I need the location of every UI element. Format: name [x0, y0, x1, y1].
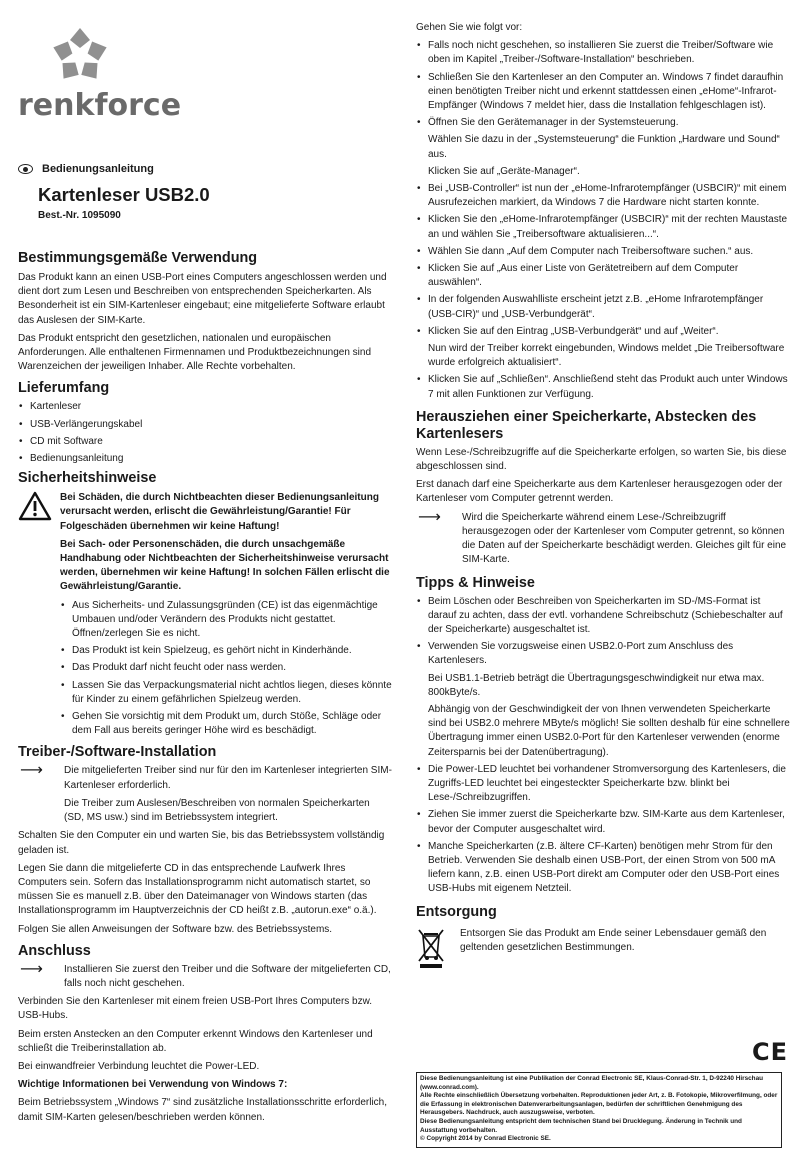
- renkforce-logo: [18, 18, 182, 123]
- list-item: [416, 640, 790, 760]
- heading-tipps: Tipps & Hinweise: [416, 574, 535, 591]
- list-item: • Das Produkt darf nicht feucht oder nass werden.: [60, 661, 392, 675]
- anschluss-arrow1: Installieren Sie zuerst den Treiber und die Software der mitgelieferten CD, falls noch nicht geschehen.: [64, 963, 391, 989]
- list-item: • In der folgenden Auswahlliste erscheint jetzt z.B. „eHome Infrarotempfänger (USB-CIR)“ und „USB-Verbundgerät“.: [416, 293, 790, 321]
- sicherheit-bold2: Bei Sach- oder Personenschäden, die durch unsachgemäße Handhabung oder Nichtbeachten der Sicherheitshinweise verursacht werden, übernehmen wir keine Haftung! In solchen Fällen erlischt die Gewährleistung/Garantie.: [60, 538, 390, 593]
- footer-line2: Alle Rechte einschließlich Übersetzung vorbehalten. Reproduktionen jeder Art, z. B. Fotokopie, Mikroverfilmung, oder die Erfassung in elektronischen Datenverarbeitungsanlagen, bedürfen der schriftlichen Genehmigung des Herausgebers. Nachdruck, auch auszugsweise, verboten.: [420, 1092, 778, 1117]
- list-item: • Klicken Sie auf „Schließen“. Anschließend steht das Produkt auch unter Windows 7 mit allen Funktionen zur Verfügung.: [416, 373, 790, 401]
- list-item: [416, 116, 790, 179]
- list-item: • Klicken Sie auf „Aus einer Liste von Gerätetreibern auf dem Computer auswählen“.: [416, 262, 790, 290]
- footer-line3: Diese Bedienungsanleitung entspricht dem technischen Stand bei Drucklegung. Änderung in Technik und Ausstattung vorbehalten.: [420, 1117, 742, 1134]
- step-sub: Klicken Sie auf „Geräte-Manager“.: [428, 165, 580, 177]
- heading-herausziehen: Herausziehen einer Speicherkarte, Abstecken des Kartenlesers: [416, 408, 757, 442]
- list-item: [416, 325, 790, 371]
- doc-type: Bedienungsanleitung: [42, 163, 154, 175]
- entsorgung-p1: Entsorgen Sie das Produkt am Ende seiner Lebensdauer gemäß den geltenden gesetzlichen Bestimmungen.: [460, 927, 767, 953]
- list-item: • Manche Speicherkarten (z.B. ältere CF-Karten) benötigen mehr Strom für den Betrieb. Verwenden Sie deshalb einen USB-Port, der einen Strom von 500 mA liefern kann, z.B. einen USB-Port direkt am Computer oder den USB-Port eines USB-Hubs mit eigenem Netzteil.: [416, 840, 790, 897]
- heading-sicherheit: Sicherheitshinweise: [18, 470, 157, 487]
- list-item: • Ziehen Sie immer zuerst die Speicherkarte bzw. SIM-Karte aus dem Kartenleser, bevor der Computer ausgeschaltet wird.: [416, 808, 790, 836]
- crossed-bin-icon: [416, 927, 446, 969]
- list-item: • USB-Verlängerungskabel: [18, 418, 392, 432]
- footer-line1: Diese Bedienungsanleitung ist eine Publikation der Conrad Electronic SE, Klaus-Conrad-Str. 1, D-92240 Hirschau (www.conrad.com).: [420, 1075, 764, 1091]
- arrow-right-icon: ⟶: [418, 506, 441, 526]
- treiber-p3: Folgen Sie allen Anweisungen der Software bzw. des Betriebssystems.: [18, 923, 333, 935]
- step-sub: Nun wird der Treiber korrekt eingebunden, Windows meldet „Die Treibersoftware wurde erfolgreich aktualisiert“.: [428, 343, 785, 369]
- sicherheit-list: [60, 599, 392, 739]
- list-item: • CD mit Software: [18, 435, 392, 449]
- step-sub: Wählen Sie dazu in der „Systemsteuerung“ die Funktion „Hardware und Sound“ aus.: [428, 134, 780, 160]
- anschluss-p1: Verbinden Sie den Kartenleser mit einem freien USB-Port Ihres Computers bzw. USB-Hubs.: [18, 996, 373, 1022]
- sicherheit-bold1: Bei Schäden, die durch Nichtbeachten dieser Bedienungsanleitung verursacht werden, erlischt die Gewährleistung/Garantie! Für Folgeschäden übernehmen wir keine Haftung!: [60, 492, 379, 532]
- tipp-text: Verwenden Sie vorzugsweise einen USB2.0-Port zum Anschluss des Kartenlesers.: [428, 641, 734, 667]
- treiber-arrow2: Die Treiber zum Auslesen/Beschreiben von normalen Speicherkarten (SD, MS usw.) sind im Betriebssystem integriert.: [64, 797, 370, 824]
- list-item: • Bedienungsanleitung: [18, 452, 392, 466]
- list-item: • Die Power-LED leuchtet bei vorhandener Stromversorgung des Kartenlesers, die Zugriffs-LED leuchtet bei eingesteckter Speicherkarte bzw. blinkt bei Lese-/Schreibzugriffen.: [416, 763, 790, 806]
- anschluss-note: [18, 958, 392, 991]
- arrow-right-icon: ⟶: [20, 760, 43, 780]
- treiber-p1: Schalten Sie den Computer ein und warten Sie, bis das Betriebssystem vollständig geladen ist.: [18, 830, 385, 856]
- anschluss-bold: Wichtige Informationen bei Verwendung von Windows 7:: [18, 1079, 288, 1091]
- herausziehen-arrow1: Wird die Speicherkarte während einem Lese-/Schreibzugriff herausgezogen oder der Kartenleser vom Computer getrennt, so können die Daten auf der Speicherkarte beschädigt werden. Gleiches gilt für eine SIM-Karte.: [462, 511, 787, 566]
- heading-lieferumfang: Lieferumfang: [18, 380, 110, 397]
- order-number: Best.-Nr. 1095090: [38, 210, 121, 221]
- list-item: • Beim Löschen oder Beschreiben von Speicherkarten im SD-/MS-Format ist darauf zu achten, dass der evtl. vorhandene Schreibschutz (Schiebeschalter auf der Speicherkarte) ausgeschaltet ist.: [416, 595, 790, 638]
- lieferumfang-list: [18, 400, 392, 466]
- tipps-list: [416, 595, 790, 897]
- treiber-note: [18, 760, 392, 825]
- footer-imprint: [416, 1072, 782, 1148]
- page-title: Kartenleser USB2.0: [38, 184, 210, 205]
- step-text: Öffnen Sie den Gerätemanager in der Systemsteuerung.: [428, 117, 679, 129]
- steps-list: [416, 39, 790, 402]
- list-item: • Klicken Sie den „eHome-Infrarotempfänger (USBCIR)“ mit der rechten Maustaste an und wählen Sie „Treibersoftware aktualisieren...“.: [416, 213, 790, 241]
- list-item: • Gehen Sie vorsichtig mit dem Produkt um, durch Stöße, Schläge oder dem Fall aus bereits geringer Höhe wird es beschädigt.: [60, 710, 392, 738]
- eye-icon: [18, 164, 33, 174]
- list-item: • Schließen Sie den Kartenleser an den Computer an. Windows 7 findet daraufhin einen benötigten Treiber nicht und erkennt stattdessen einen „eHome“-Infrarot-Empfänger (Windows 7 meldet hier, dass die Installation fehlgeschlagen ist).: [416, 71, 790, 114]
- list-item: • Kartenleser: [18, 400, 392, 414]
- ce-mark: CE: [751, 1038, 788, 1066]
- list-item: • Falls noch nicht geschehen, so installieren Sie zuerst die Treiber/Software wie oben im Kapitel „Treiber-/Software-Installation“ beschrieben.: [416, 39, 790, 67]
- list-item: • Bei „USB-Controller“ ist nun der „eHome-Infrarotempfänger (USBCIR)“ mit einem Ausrufezeichen markiert, da Windows 7 die Hardware nicht starten konnte.: [416, 182, 790, 210]
- heading-bestimmung: Bestimmungsgemäße Verwendung: [18, 250, 258, 266]
- heading-anschluss: Anschluss: [18, 942, 91, 959]
- list-item: • Aus Sicherheits- und Zulassungsgründen (CE) ist das eigenmächtige Umbauen und/oder Verändern des Produkts nicht gestattet. Öffnen/zerlegen Sie es nicht.: [60, 599, 392, 642]
- heading-treiber: Treiber-/Software-Installation: [18, 744, 217, 761]
- warning-icon: [18, 491, 52, 521]
- herausziehen-p2: Erst danach darf eine Speicherkarte aus dem Kartenleser herausgezogen oder der Kartenleser vom Computer getrennt werden.: [416, 479, 783, 505]
- anschluss-p4: Beim Betriebssystem „Windows 7“ sind zusätzliche Installationsschritte erforderlich, damit SIM-Karten gelesen/beschrieben werden können.: [18, 1097, 388, 1123]
- list-item: • Lassen Sie das Verpackungsmaterial nicht achtlos liegen, dieses könnte für Kinder zu einem gefährlichen Spielzeug werden.: [60, 679, 392, 707]
- list-item: • Wählen Sie dann „Auf dem Computer nach Treibersoftware suchen.“ aus.: [416, 245, 790, 259]
- brand-name: renkforce: [18, 88, 182, 123]
- heading-entsorgung: Entsorgung: [416, 903, 497, 920]
- footer-line4: © Copyright 2014 by Conrad Electronic SE.: [420, 1135, 551, 1143]
- anschluss-p2: Beim ersten Anstecken an den Computer erkennt Windows den Kartenleser und schließt die Treiberinstallation ab.: [18, 1028, 373, 1054]
- arrow-right-icon: ⟶: [20, 958, 43, 978]
- bestimmung-p1: Das Produkt kann an einen USB-Port eines Computers angeschlossen werden und dient dort zum Lesen und Beschreiben von entsprechenden Speicherkarten. Als Besonderheit ist ein SIM-Kartenleser eingebaut; eine mitgelieferte Software erlaubt das Auslesen der SIM-Karte.: [18, 272, 387, 326]
- tipp-sub: Bei USB1.1-Betrieb beträgt die Übertragungsgeschwindigkeit nur etwa max. 800kByte/s.: [428, 672, 765, 698]
- herausziehen-note: [416, 506, 790, 568]
- bestimmung-p2: Das Produkt entspricht den gesetzlichen, nationalen und europäischen Anforderungen. Alle enthaltenen Firmennamen und Produktbezeichnungen sind Warenzeichen der jeweiligen Inhaber. Alle Rechte vorbehalten.: [18, 332, 372, 373]
- herausziehen-p1: Wenn Lese-/Schreibzugriffe auf die Speicherkarte erfolgen, so warten Sie, bis diese abgeschlossen sind.: [416, 446, 787, 473]
- list-item: • Das Produkt ist kein Spielzeug, es gehört nicht in Kinderhände.: [60, 644, 392, 658]
- tipp-sub: Abhängig von der Geschwindigkeit der von Ihnen verwendeten Speicherkarte sind bei USB2.0 mehrere MByte/s möglich! Sie sollten deshalb für eine schnellere Übertragung immer einen USB2.0-Port für den Kartenleser verwenden (enorme Zeitersparnis bei der Datenübertragung).: [428, 703, 790, 758]
- treiber-p2: Legen Sie dann die mitgelieferte CD in das entsprechende Laufwerk Ihres Computers sein. Sofern das Installationsprogramm nicht automatisch startet, so müssen Sie es manuell z.B. über den Dateimanager von Windows starten (das Installationsprogramm im Hauptverzeichnis der CD heißt z.B. „autorun.exe“ o.ä.).: [18, 862, 377, 917]
- anschluss-p3: Bei einwandfreier Verbindung leuchtet die Power-LED.: [18, 1060, 260, 1072]
- treiber-arrow1: Die mitgelieferten Treiber sind nur für den im Kartenleser integrierten SIM-Kartenleser erforderlich.: [64, 765, 392, 791]
- intro: Gehen Sie wie folgt vor:: [416, 22, 523, 33]
- step-text: Klicken Sie auf den Eintrag „USB-Verbundgerät“ und auf „Weiter“.: [428, 325, 719, 337]
